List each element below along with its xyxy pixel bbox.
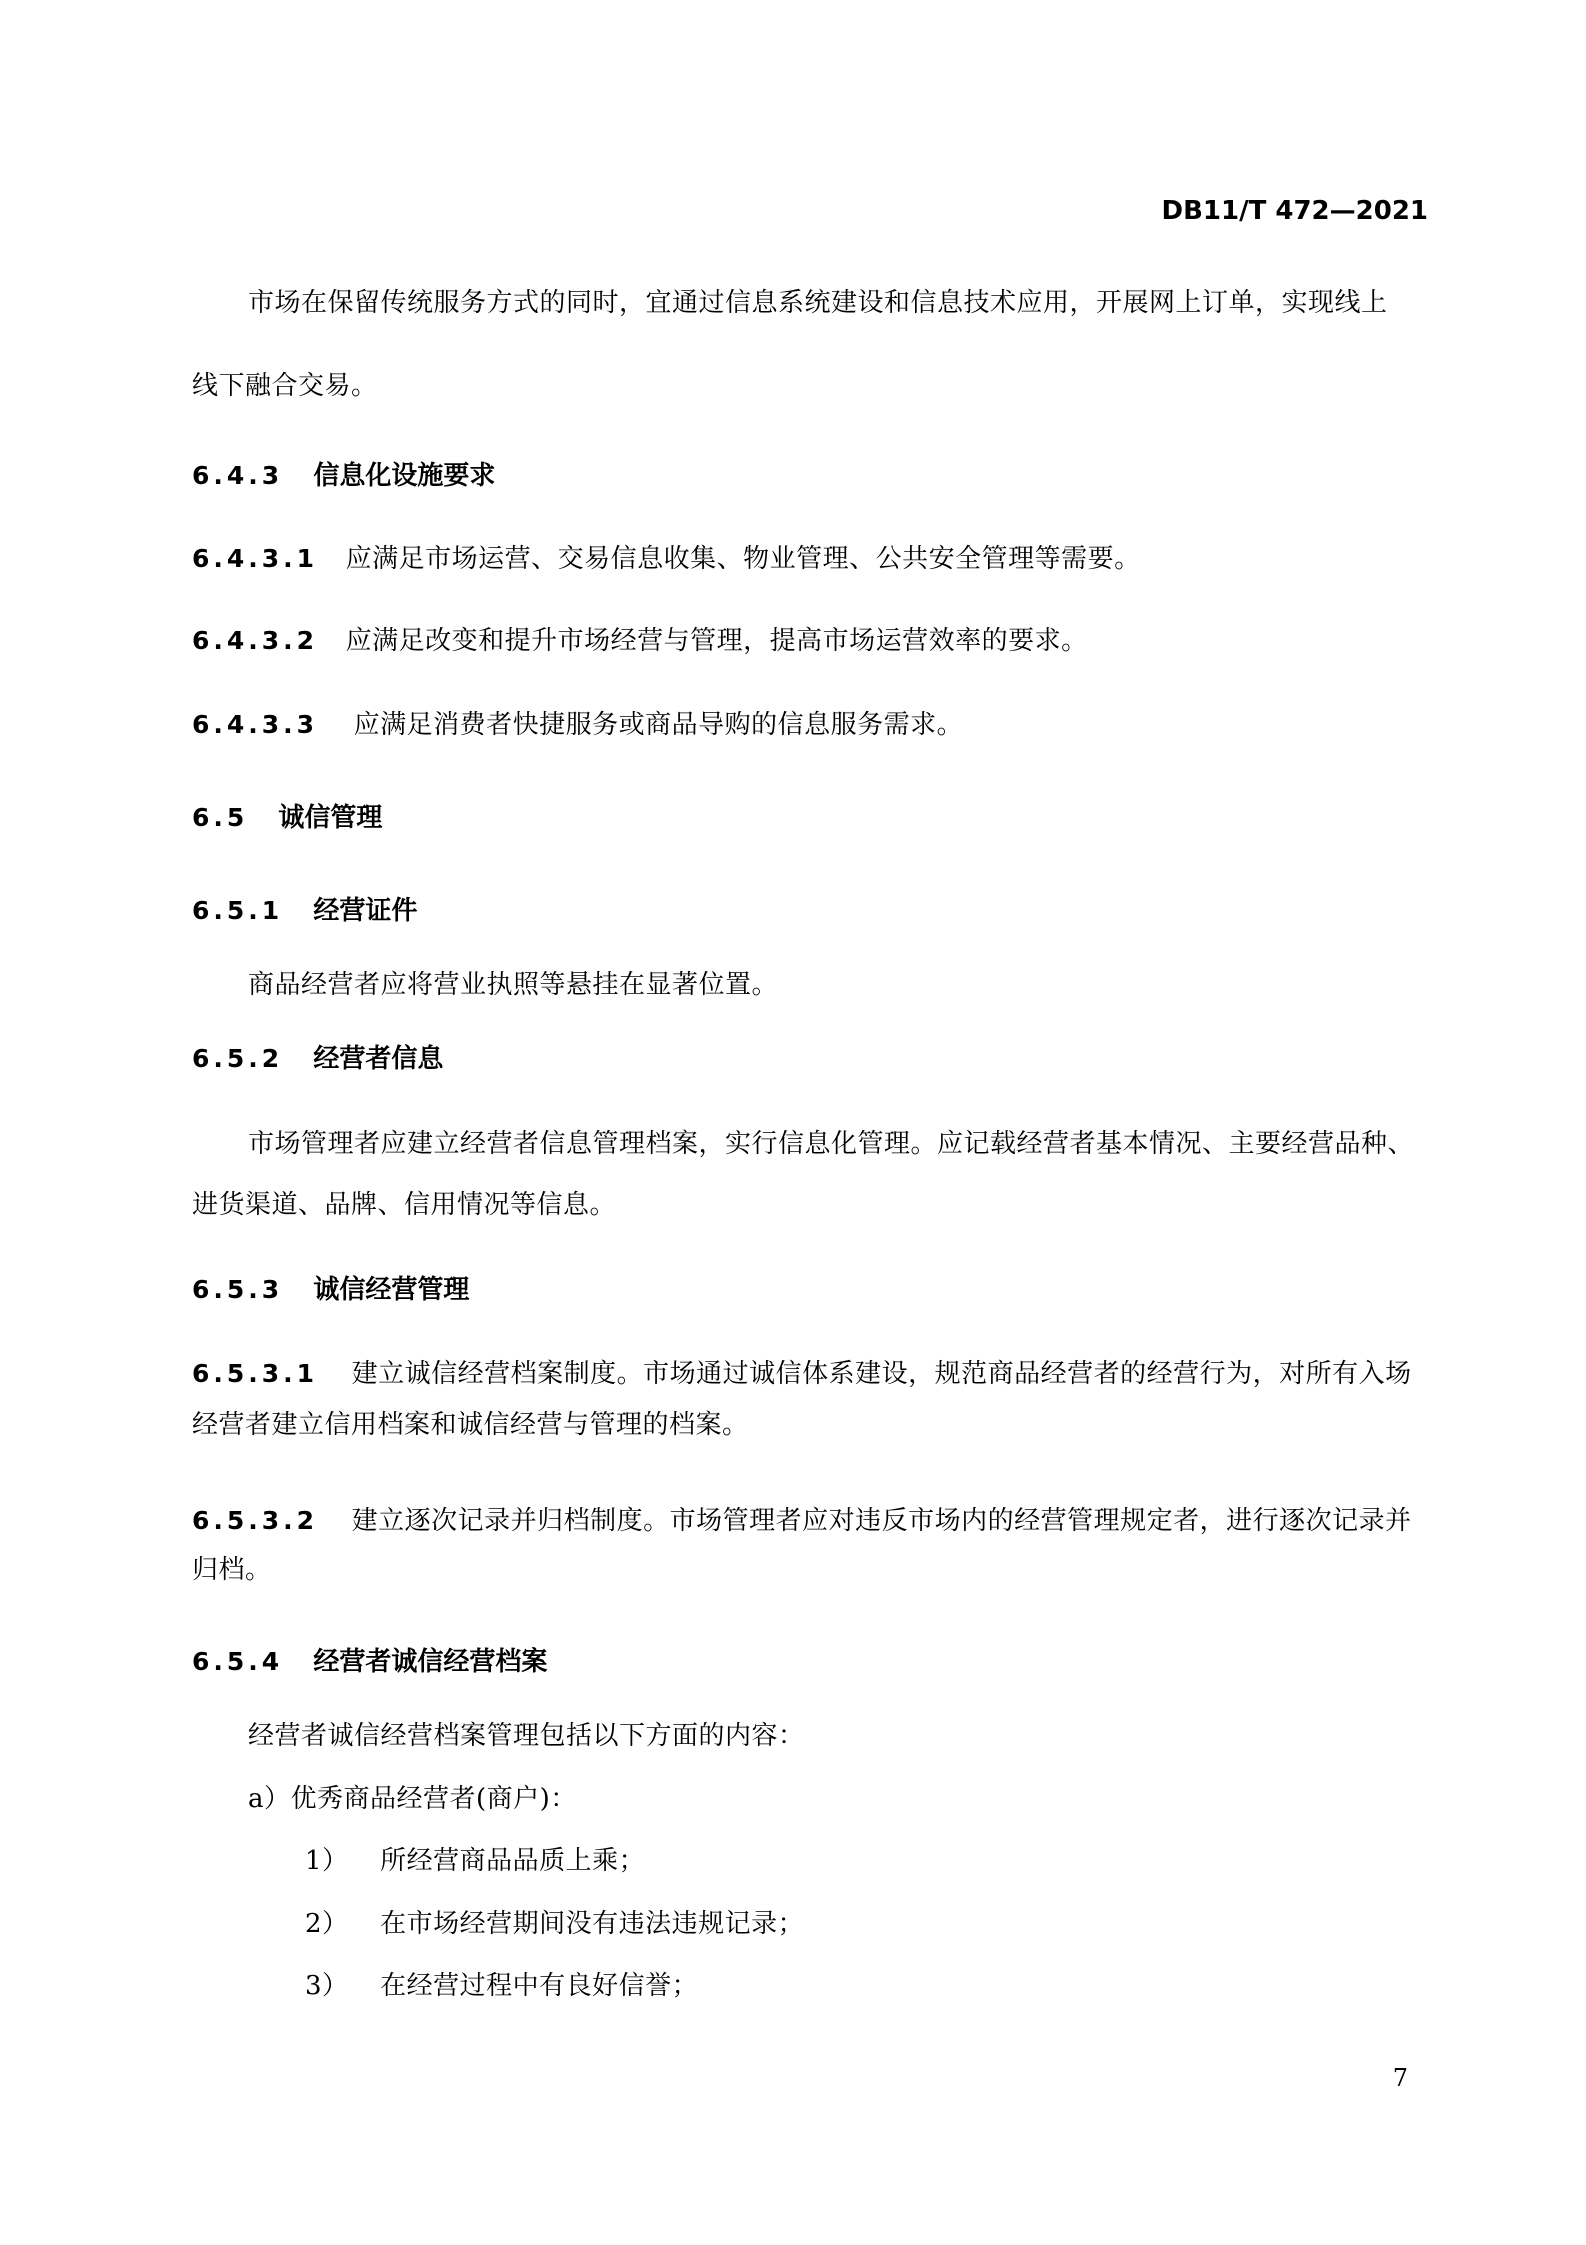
section-number: 6.5.2 (192, 1044, 284, 1073)
section-heading-6-5-2 (192, 1046, 443, 1072)
clause-number: 6.4.3.2 (192, 626, 319, 655)
document-number: DB11/T 472—2021 (1161, 196, 1428, 226)
section-number: 6.5.1 (192, 896, 284, 925)
page-number: 7 (1392, 2064, 1408, 2092)
section-title: 经营者信息 (313, 1044, 444, 1074)
section-heading-6-4-3 (192, 463, 495, 489)
list-number: 1） (305, 1846, 349, 1876)
list-number: 2） (305, 1909, 349, 1939)
list-text: 所经营商品品质上乘； (380, 1846, 646, 1876)
section-number: 6.5 (192, 803, 249, 832)
clause-6-5-3-1 (192, 1361, 1412, 1387)
clause-text: 建立诚信经营档案制度。市场通过诚信体系建设，规范商品经营者的经营行为，对所有入场 (351, 1359, 1412, 1389)
section-title: 诚信管理 (278, 803, 383, 833)
clause-6-4-3-2 (192, 628, 1088, 654)
section-number: 6.5.3 (192, 1275, 284, 1304)
section-heading-6-5-3 (192, 1277, 469, 1303)
clause-6-4-3-3 (192, 712, 963, 738)
clause-number: 6.4.3.1 (192, 544, 319, 573)
clause-6-5-3-2 (192, 1508, 1412, 1534)
paragraph-line: 经营者建立信用档案和诚信经营与管理的档案。 (192, 1410, 749, 1440)
list-text: 在市场经营期间没有违法违规记录； (380, 1909, 805, 1939)
clause-number: 6.5.3.2 (192, 1506, 319, 1535)
section-heading-6-5-1 (192, 898, 417, 924)
paragraph-line: 线下融合交易。 (192, 371, 378, 401)
section-number: 6.5.4 (192, 1647, 284, 1676)
clause-6-4-3-1 (192, 546, 1141, 572)
clause-text: 建立逐次记录并归档制度。市场管理者应对违反市场内的经营管理规定者，进行逐次记录并 (351, 1506, 1412, 1536)
clause-text: 应满足改变和提升市场经营与管理，提高市场运营效率的要求。 (345, 626, 1088, 656)
list-subitem-3 (305, 1973, 698, 1999)
clause-number: 6.5.3.1 (192, 1359, 319, 1388)
list-subitem-2 (305, 1911, 804, 1937)
list-number: 3） (305, 1971, 349, 2001)
paragraph-line: 商品经营者应将营业执照等悬挂在显著位置。 (248, 970, 779, 1000)
section-number: 6.4.3 (192, 461, 284, 490)
section-title: 信息化设施要求 (313, 461, 496, 491)
section-title: 经营证件 (313, 896, 418, 926)
list-subitem-1 (305, 1848, 645, 1874)
paragraph-line: 经营者诚信经营档案管理包括以下方面的内容： (248, 1721, 805, 1751)
clause-number: 6.4.3.3 (192, 710, 319, 739)
list-item-a: a）优秀商品经营者(商户)： (248, 1784, 577, 1814)
section-heading-6-5 (192, 805, 382, 831)
section-title: 经营者诚信经营档案 (313, 1647, 548, 1677)
paragraph-line: 归档。 (192, 1555, 272, 1585)
paragraph-line: 市场管理者应建立经营者信息管理档案，实行信息化管理。应记载经营者基本情况、主要经营品种、 (248, 1129, 1415, 1159)
clause-text: 应满足市场运营、交易信息收集、物业管理、公共安全管理等需要。 (345, 544, 1141, 574)
clause-text: 应满足消费者快捷服务或商品导购的信息服务需求。 (353, 710, 964, 740)
paragraph-line: 市场在保留传统服务方式的同时，宜通过信息系统建设和信息技术应用，开展网上订单，实现线上 (248, 288, 1388, 318)
paragraph-line: 进货渠道、品牌、信用情况等信息。 (192, 1190, 617, 1220)
section-heading-6-5-4 (192, 1649, 547, 1675)
section-title: 诚信经营管理 (313, 1275, 470, 1305)
list-text: 在经营过程中有良好信誉； (380, 1971, 699, 2001)
